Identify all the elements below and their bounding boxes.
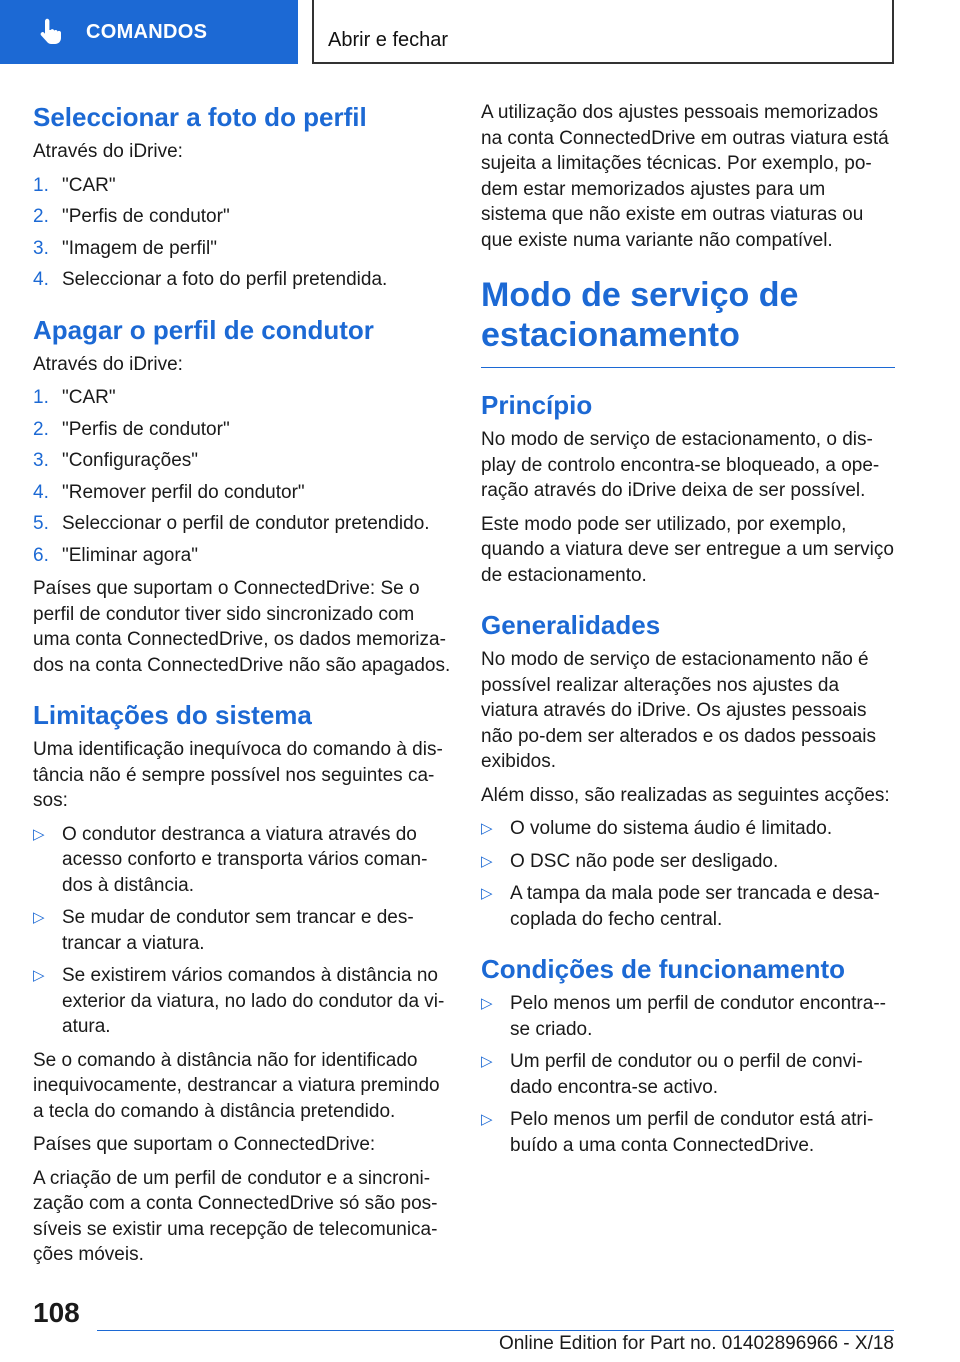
triangle-bullet-icon: ▷ (481, 820, 493, 837)
step-text: Seleccionar o perfil de condutor pretendido. (62, 513, 430, 534)
step-text: "Eliminar agora" (62, 544, 198, 566)
note-text: Países que suportam o ConnectedDrive: Se o perfil de condutor tiver sido sincronizado com uma conta ConnectedDrive, os dados memoriza-dos na conta ConnectedDrive não são apagados. (33, 578, 451, 676)
step-item (33, 204, 451, 230)
step-text: Seleccionar a foto do perfil pretendida. (62, 269, 388, 290)
step-number: 6. (33, 544, 49, 566)
section-operating-conditions (481, 952, 895, 1158)
heading-delete-profile: Apagar o perfil de condutor (33, 314, 374, 345)
triangle-bullet-icon: ▷ (33, 825, 45, 843)
triangle-bullet-icon: ▷ (481, 885, 493, 902)
step-number: 3. (33, 450, 49, 471)
bullet-list (481, 816, 895, 932)
step-item (33, 543, 451, 569)
step-number: 4. (33, 269, 49, 290)
triangle-bullet-icon: ▷ (481, 1053, 493, 1070)
hand-pointer-icon (34, 17, 64, 47)
body-text: No modo de serviço de estacionamento, o dis-play de controlo encontra-se bloqueado, a ope-ração através do iDrive deixa de ser possível. (481, 429, 880, 501)
step-number: 2. (33, 206, 49, 227)
step-item (33, 511, 451, 537)
step-item (33, 417, 451, 443)
body-text: Se o comando à distância não for identificado inequivocamente, destrancar a viatura premindo a tecla do comando à distância pretendido. (33, 1049, 440, 1122)
triangle-bullet-icon: ▷ (33, 967, 45, 984)
section-principle (481, 388, 895, 588)
step-number: 3. (33, 237, 49, 259)
bullet-item (33, 963, 451, 1040)
bullet-text: O volume do sistema áudio é limitado. (510, 818, 833, 839)
body-text: A criação de um perfil de condutor e a sincroni-zação com a conta ConnectedDrive só são pos-síveis se existir uma recepção de telecomunica-ções móveis. (33, 1167, 438, 1265)
main-heading: Modo de serviço de estacionamento (481, 276, 799, 354)
bullet-item (481, 1107, 895, 1158)
triangle-bullet-icon: ▷ (481, 852, 493, 870)
intro-text: A utilização dos ajustes pessoais memorizados na conta ConnectedDrive em outras viatura está sujeita a limitações técnicas. Por exemplo, po-dem estar memorizados ajustes para um sistema que não existe em outras viaturas ou que existe numa variante não compatível. (481, 102, 889, 251)
chapter-tab (0, 0, 298, 64)
step-text: "CAR" (62, 174, 116, 196)
bullet-list (481, 991, 895, 1158)
heading-system-limits: Limitações do sistema (33, 700, 312, 730)
triangle-bullet-icon: ▷ (481, 995, 493, 1012)
bullet-text: A tampa da mala pode ser trancada e desa-coplada do fecho central. (510, 883, 880, 930)
section-select-photo (33, 100, 451, 293)
bullet-item (33, 822, 451, 899)
step-text: "Remover perfil do condutor" (62, 481, 305, 503)
bullet-text: O condutor destranca a viatura através do acesso conforto e transporta vários coman-dos à distância. (62, 823, 428, 896)
step-text: "Configurações" (62, 450, 199, 471)
bullet-text: Se existirem vários comandos à distância no exterior da viatura, no lado do condutor da vi-atura. (62, 965, 445, 1037)
step-text: "Perfis de condutor" (62, 206, 230, 227)
left-column (33, 100, 451, 1288)
step-text: "CAR" (62, 387, 116, 408)
step-number: 1. (33, 174, 49, 196)
section-delete-profile (33, 313, 451, 679)
bullet-item (481, 1049, 895, 1100)
step-item (33, 385, 451, 411)
step-item (33, 173, 451, 199)
step-number: 2. (33, 418, 49, 440)
intro-text: Uma identificação inequívoca do comando à dis-tância não é sempre possível nos seguintes ca-sos: (33, 739, 443, 811)
section-title: Abrir e fechar (328, 29, 449, 51)
triangle-bullet-icon: ▷ (33, 909, 45, 926)
bullet-item (481, 816, 895, 842)
step-number: 1. (33, 387, 49, 408)
bullet-item (481, 991, 895, 1042)
body-text: Países que suportam o ConnectedDrive: (33, 1134, 376, 1155)
page-number: 108 (33, 1297, 80, 1328)
footer-edition: Online Edition for Part no. 01402896966 - X/18 (498, 1333, 894, 1354)
intro-text: Através do iDrive: (33, 141, 183, 162)
body-text: Este modo pode ser utilizado, por exemplo, quando a viatura deve ser entregue a um serviço de estacionamento. (481, 513, 894, 586)
steps-list (33, 385, 451, 568)
bullet-list (33, 822, 451, 1040)
triangle-bullet-icon: ▷ (481, 1111, 493, 1128)
body-text: No modo de serviço de estacionamento não é possível realizar alterações nos ajustes da viatura através do iDrive. Os ajustes pessoais não po-dem ser alterados e os dados pessoais exibidos. (481, 649, 877, 772)
chapter-tab-label: COMANDOS (86, 20, 208, 43)
bullet-text: O DSC não pode ser desligado. (510, 850, 779, 872)
right-column (481, 100, 895, 1178)
heading-general: Generalidades (481, 610, 661, 640)
section-general (481, 608, 895, 932)
heading-principle: Princípio (481, 390, 593, 420)
step-item (33, 267, 451, 293)
intro-text: Através do iDrive: (33, 353, 183, 375)
step-number: 5. (33, 513, 49, 534)
bullet-text: Pelo menos um perfil de condutor encontra--se criado. (510, 993, 886, 1040)
step-item (33, 480, 451, 506)
section-system-limits (33, 698, 451, 1268)
step-text: "Perfis de condutor" (62, 418, 230, 440)
footer-divider (97, 1330, 894, 1331)
heading-divider (481, 367, 895, 368)
step-text: "Imagem de perfil" (62, 237, 217, 259)
step-number: 4. (33, 481, 49, 503)
body-text: Além disso, são realizadas as seguintes acções: (481, 784, 890, 806)
heading-select-photo: Seleccionar a foto do perfil (33, 102, 367, 132)
heading-operating-conditions: Condições de funcionamento (481, 954, 846, 984)
bullet-item (33, 905, 451, 956)
step-item (33, 236, 451, 262)
bullet-item (481, 881, 895, 932)
bullet-text: Se mudar de condutor sem trancar e des-trancar a viatura. (62, 907, 414, 954)
steps-list (33, 173, 451, 293)
bullet-text: Pelo menos um perfil de condutor está atri-buído a uma conta ConnectedDrive. (510, 1109, 874, 1156)
bullet-text: Um perfil de condutor ou o perfil de convi-dado encontra-se activo. (510, 1051, 863, 1098)
bullet-item (481, 849, 895, 875)
section-header (312, 0, 894, 64)
step-item (33, 448, 451, 474)
